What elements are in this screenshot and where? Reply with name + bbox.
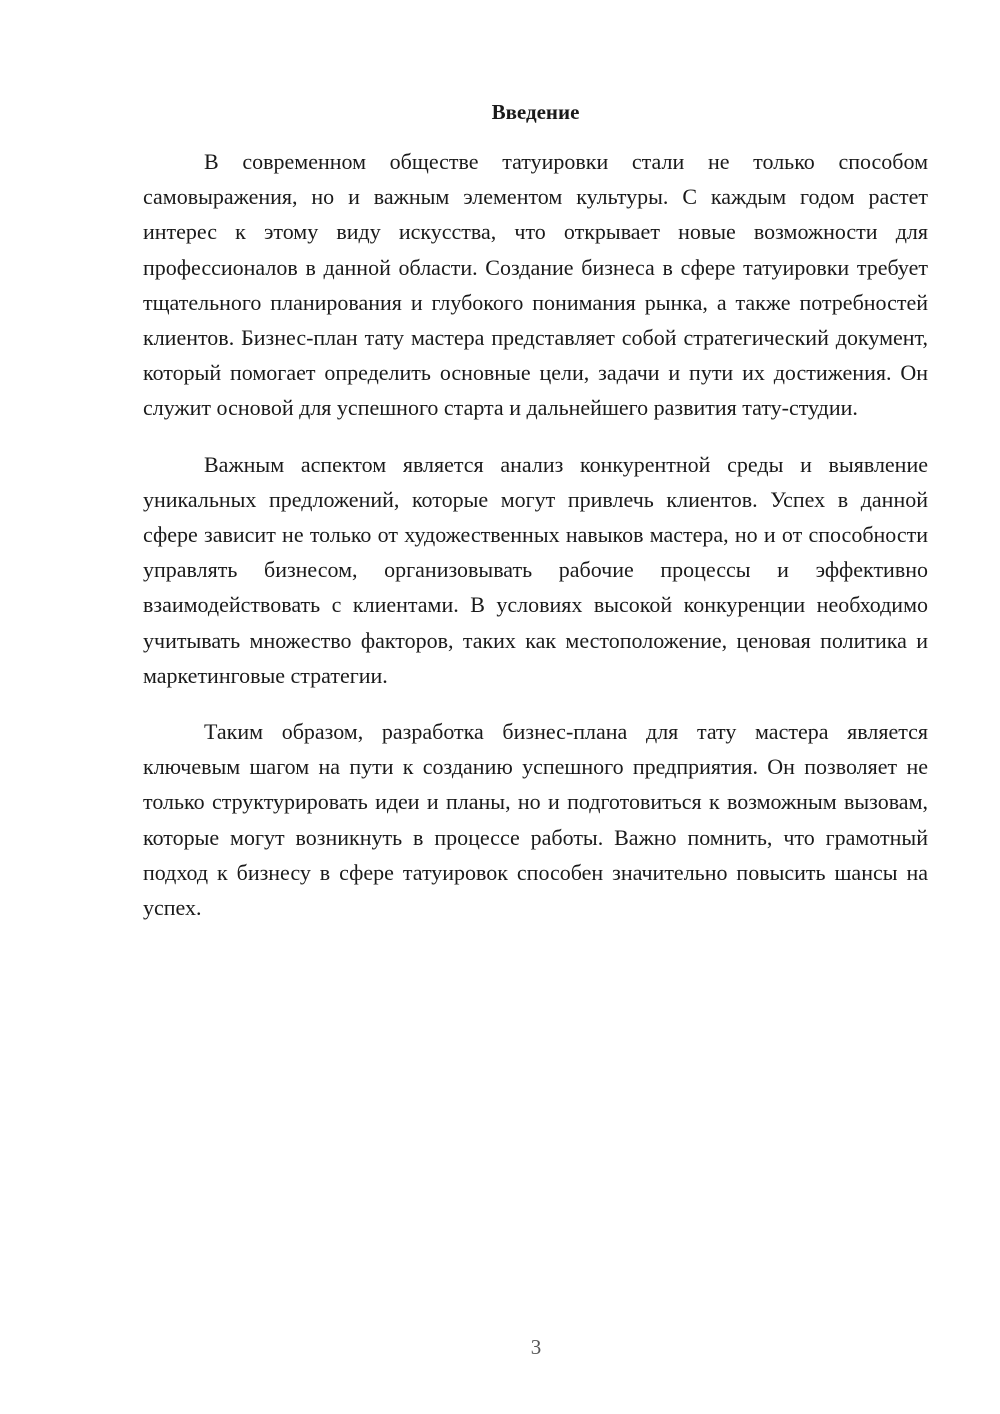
section-heading: Введение bbox=[491, 100, 580, 124]
paragraph-2: Важным аспектом является анализ конкурентной среды и выявление уникальных предложений, которые могут привлечь клиентов. Успех в данной сфере зависит не только от художественных навыков мастера, но и от способности управлять бизнесом, организовывать рабочие процессы и эффективно взаимодействовать с клиентами. В условиях высокой конкуренции необходимо учитывать множество факторов, таких как местоположение, ценовая политика и маркетинговые стратегии. bbox=[143, 451, 928, 688]
paragraph-1: В современном обществе татуировки стали не только способом самовыражения, но и важным элементом культуры. С каждым годом растет интерес к этому виду искусства, что открывает новые возможности для профессионалов в данной области. Создание бизнеса в сфере татуировки требует тщательного планирования и глубокого понимания рынка, а также потребностей клиентов. Бизнес-план тату мастера представляет собой стратегический документ, который помогает определить основные цели, задачи и пути их достижения. Он служит основой для успешного старта и дальнейшего развития тату-студии. bbox=[143, 149, 928, 421]
page-number: 3 bbox=[530, 1335, 542, 1359]
paragraph-3: Таким образом, разработка бизнес-плана для тату мастера является ключевым шагом на пути к созданию успешного предприятия. Он позволяет не только структурировать идеи и планы, но и подготовиться к возможным вызовам, которые могут возникнуть в процессе работы. Важно помнить, что грамотный подход к бизнесу в сфере татуировок способен значительно повысить шансы на успех. bbox=[143, 719, 928, 921]
document-body bbox=[143, 98, 928, 946]
